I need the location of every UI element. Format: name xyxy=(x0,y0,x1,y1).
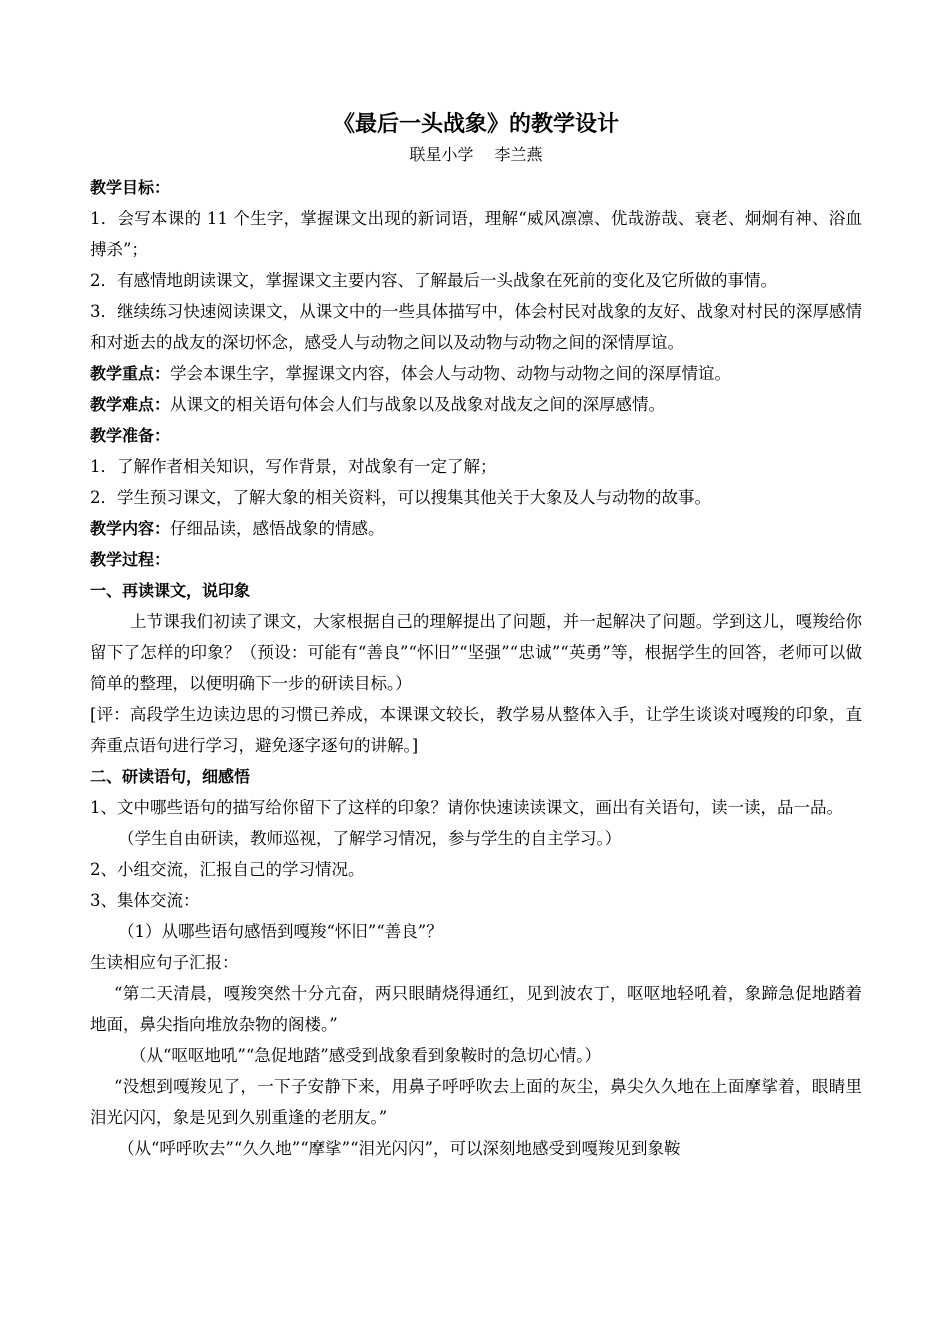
preparation-item-1: 1．了解作者相关知识，写作背景，对战象有一定了解； xyxy=(90,457,497,476)
key-point-paragraph xyxy=(90,358,862,389)
section-1-comment: [评：高段学生边读边思的习惯已养成，本课课文较长，教学易从整体入手，让学生谈谈对嘎羧的印象，直奔重点语句进行学习，避免逐字逐句的讲解。] xyxy=(90,705,862,755)
section-2-paragraph-1: 1、文中哪些语句的描写给你留下了这样的印象？请你快速读读课文，画出有关语句，读一读，品一品。 xyxy=(90,798,843,817)
goal-item-1: 1．会写本课的 11 个生字，掌握课文出现的新词语，理解“威风凛凛、优哉游哉、衰老、炯炯有神、浴血搏杀”； xyxy=(90,209,862,259)
key-point-text: 学会本课生字，掌握课文内容，体会人与动物、动物与动物之间的深厚情谊。 xyxy=(170,364,732,383)
section-2-paragraph-8: （从“呕呕地吼”“急促地踏”感受到战象看到象鞍时的急切心情。） xyxy=(130,1046,601,1065)
document-title: 《最后一头战象》的教学设计 xyxy=(332,112,619,137)
goal-item-3: 3．继续练习快速阅读课文，从课文中的一些具体描写中，体会村民对战象的友好、战象对村民的深厚感情和对逝去的战友的深切怀念，感受人与动物之间以及动物与动物之间的深情厚谊。 xyxy=(90,302,862,352)
section-2-paragraph-3: 2、小组交流，汇报自己的学习情况。 xyxy=(90,860,365,879)
document-author: 联星小学 李兰燕 xyxy=(409,145,543,164)
content-label: 教学内容： xyxy=(90,519,171,538)
content-text: 仔细品读，感悟战象的情感。 xyxy=(170,519,385,538)
section-2-quote-2: “没想到嘎羧见了，一下子安静下来，用鼻子呼呼吹去上面的灰尘，鼻尖久久地在上面摩挲着，眼睛里泪光闪闪，象是见到久别重逢的老朋友。” xyxy=(90,1077,862,1127)
goal-item-2: 2．有感情地朗读课文，掌握课文主要内容、了解最后一头战象在死前的变化及它所做的事情。 xyxy=(90,271,777,290)
preparation-item-2: 2．学生预习课文，了解大象的相关资料，可以搜集其他关于大象及人与动物的故事。 xyxy=(90,488,711,507)
section-1-heading: 一、再读课文，说印象 xyxy=(90,581,251,600)
difficulty-label: 教学难点： xyxy=(90,395,171,414)
document-page xyxy=(90,110,862,1164)
section-2-paragraph-6: 生读相应句子汇报： xyxy=(90,953,239,972)
section-2-heading: 二、研读语句，细感悟 xyxy=(90,767,251,786)
section-2-paragraph-4: 3、集体交流： xyxy=(90,891,200,910)
difficulty-text: 从课文的相关语句体会人们与战象以及战象对战友之间的深厚感情。 xyxy=(170,395,666,414)
preparation-heading: 教学准备： xyxy=(90,426,171,445)
difficulty-paragraph xyxy=(90,389,862,420)
section-2-paragraph-5: （1）从哪些语句感悟到嘎羧“怀旧”“善良”？ xyxy=(118,922,443,941)
process-heading: 教学过程： xyxy=(90,550,171,569)
section-2-paragraph-10: （从“呼呼吹去”“久久地”“摩挲”“泪光闪闪”，可以深刻地感受到嘎羧见到象鞍 xyxy=(118,1139,681,1158)
goals-heading: 教学目标： xyxy=(90,178,171,197)
section-1-paragraph-1: 上节课我们初读了课文，大家根据自己的理解提出了问题，并一起解决了问题。学到这儿，嘎羧给你留下了怎样的印象？（预设：可能有“善良”“怀旧”“坚强”“忠诚”“英勇”等，根据学生的回答，老师可以做简单的整理，以便明确下一步的研读目标。） xyxy=(90,612,862,693)
content-paragraph xyxy=(90,513,862,544)
key-point-label: 教学重点： xyxy=(90,364,171,383)
section-2-paragraph-2: （学生自由研读，教师巡视，了解学习情况，参与学生的自主学习。） xyxy=(118,829,622,848)
section-2-quote-1: “第二天清晨，嘎羧突然十分亢奋，两只眼睛烧得通红，见到波农丁，呕呕地轻吼着，象蹄急促地踏着地面，鼻尖指向堆放杂物的阁楼。” xyxy=(90,984,862,1034)
